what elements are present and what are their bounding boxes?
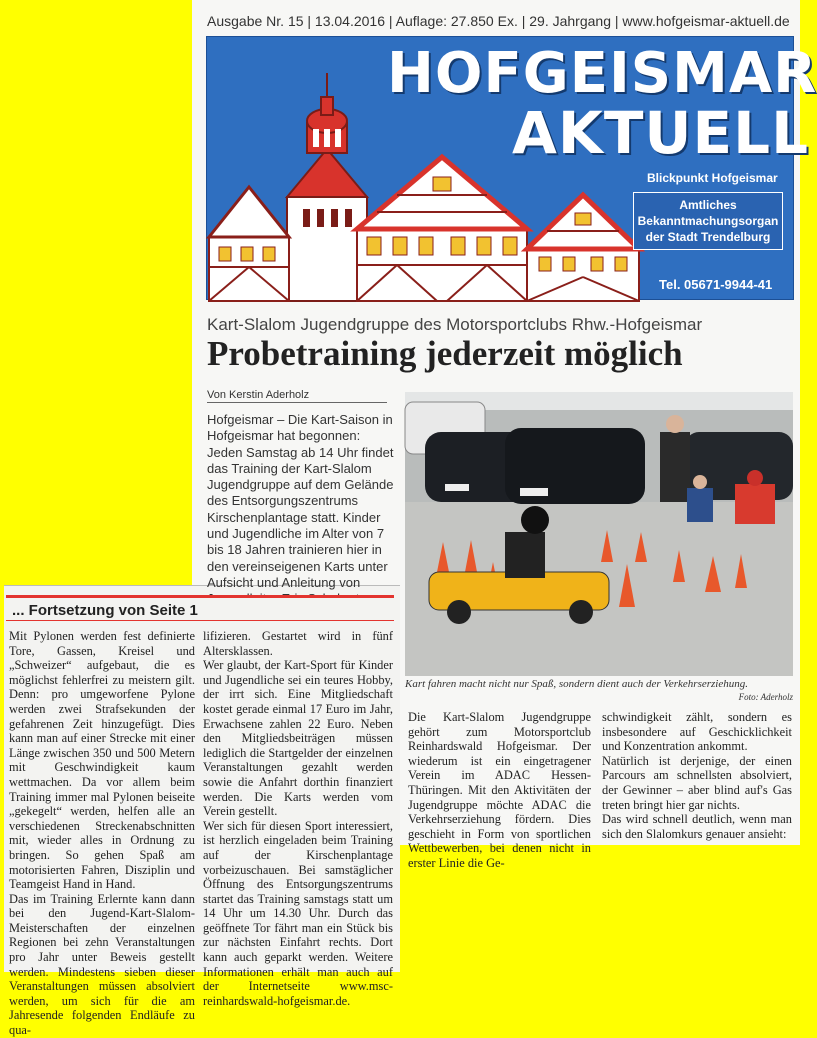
half-timbered-house-middle-icon [357, 157, 527, 301]
paragraph: lifizieren. Gestartet wird in fünf Altersklassen. [203, 629, 393, 658]
masthead-title-line2: AKTUELL [512, 99, 810, 167]
continuation-column-2 [203, 629, 393, 1008]
paragraph: Die Kart-Slalom Jugendgruppe gehört zum Motorsportclub Reinhardswald Hofgeismar. Der wiederum ist ein eingetragener Verein im ADAC Hessen-Thüringen. Mit den Aktivitäten der Jugendgruppe möchte ADAC die Verkehrserziehung fördern. Dies geschieht in Form von sportlichen Wettbewerben, bei denen nicht in erster Linie die Ge- [408, 710, 591, 870]
paragraph: schwindigkeit zählt, sondern es insbesondere auf Geschicklichkeit und Konzentration ankommt. [602, 710, 792, 754]
paragraph: Natürlich ist derjenige, der einen Parcours am schnellsten absolviert, der Gewinner – aber blind auf's Gas treten bringt hier gar nichts. [602, 753, 792, 812]
article-byline: Von Kerstin Aderholz [207, 389, 387, 403]
kart-photo [405, 392, 793, 676]
article-column-b [602, 710, 792, 841]
masthead [206, 36, 817, 300]
article-headline: Probetraining jederzeit möglich [207, 334, 683, 373]
article-kicker: Kart-Slalom Jugendgruppe des Motorsportclubs Rhw.-Hofgeismar [207, 315, 703, 334]
masthead-title-line1: HOFGEISMAR [387, 41, 817, 106]
paragraph: Das im Training Erlernte kann dann bei den Jugend-Kart-Slalom-Meisterschaften der einzelnen Regionen bei zehn Veranstaltungen pro Jahr unter Beweis gestellt werden. Mindestens sieben dieser Veranstaltungen müssen absolviert werden, um sich für die am Jahresende folgenden Endläufe zu qua- [9, 891, 195, 1038]
issue-line: Ausgabe Nr. 15 | 13.04.2016 | Auflage: 27.850 Ex. | 29. Jahrgang | www.hofgeismar-aktuell.de [207, 13, 790, 29]
paragraph: Das wird schnell deutlich, wenn man sich den Slalomkurs genauer ansieht: [602, 812, 792, 841]
official-notice-line: der Stadt Trendelburg [645, 230, 771, 244]
photo-caption: Kart fahren macht nicht nur Spaß, sondern dient auch der Verkehrserziehung. [405, 678, 748, 690]
masthead-phone: Tel. 05671-9944-41 [659, 277, 773, 292]
official-notice-line: Amtliches [679, 198, 737, 212]
continuation-column-1 [9, 629, 195, 1038]
official-notice-box [633, 192, 783, 250]
article-column-a [408, 710, 591, 871]
official-notice-line: Bekanntmachungsorgan [637, 214, 779, 228]
half-timbered-house-left-icon [209, 187, 289, 301]
paragraph: Wer sich für diesen Sport interessiert, ist herzlich eingeladen beim Training auf der Kirschenplantage vorbeizuschauen. Bei samstäglicher Öffnung des Entsorgungszentrums startet das Training samstags statt um 14 Uhr um 14.30 Uhr. Durch das geöffnete Tor fährt man ein Stück bis zur nächsten Einfahrt rechts. Dort kann auch geparkt werden. Weitere Informationen erhält man auch auf der Internetseite www.msc-reinhardswald-hofgeismar.de. [203, 818, 393, 1008]
photo-credit: Foto: Aderholz [738, 692, 793, 702]
paragraph: Mit Pylonen werden fest definierte Tore, Gassen, Kreisel und „Schweizer“ aufgebaut, die es möglichst fehlerfrei zu meistern gilt. Denn: pro umgeworfene Pylone werden zwei Strafsekunden der gefahrenen Zeit hinzugefügt. Dies kann man auf einer Strecke mit einer Länge zwischen 350 und 500 Metern mit Geschwindigkeit kaum wettmachen. Da vor allem beim Training immer mal Pylonen beiseite „gekegelt“ werden, helfen alle an verschiedenen Streckenabschnitten mit, wieder alles in Ordnung zu bringen. So gehen Spaß am motorisierten Fahren, Disziplin und Teamgeist Hand in Hand. [9, 629, 195, 892]
half-timbered-house-right-icon [527, 195, 639, 301]
continuation-header [6, 595, 394, 621]
paragraph: Wer glaubt, der Kart-Sport für Kinder und Jugendliche sei ein teures Hobby, der irrt sich. Eine Mitgliedschaft kostet gerade einmal 17 Euro im Jahr, Erwachsene zahlen 22 Euro. Neben den Mitgliedsbeiträgen müssen lediglich die Startgelder der einzelnen Veranstaltungen gezahlt werden sowie die Anfahrt dorthin finanziert werden. Die Karts werden vom Verein gestellt. [203, 658, 393, 819]
church-tower-icon [287, 73, 367, 301]
continuation-title: ... Fortsetzung von Seite 1 [12, 602, 198, 619]
kart-training-photo-illustration [405, 392, 793, 676]
article-lead: Hofgeismar – Die Kart-Saison in Hofgeismar hat begonnen: Jeden Samstag ab 14 Uhr findet das Training der Kart-Slalom Jugendgruppe auf dem Gelände des Entsorgungszentrums Kirschenplantage statt. Kinder und Jugendliche im Alter von 7 bis 18 Jahren trainieren hier in den vereinseigenen Karts unter Aufsicht und Anleitung von [207, 412, 394, 590]
masthead-tagline: Blickpunkt Hofgeismar [647, 171, 778, 185]
